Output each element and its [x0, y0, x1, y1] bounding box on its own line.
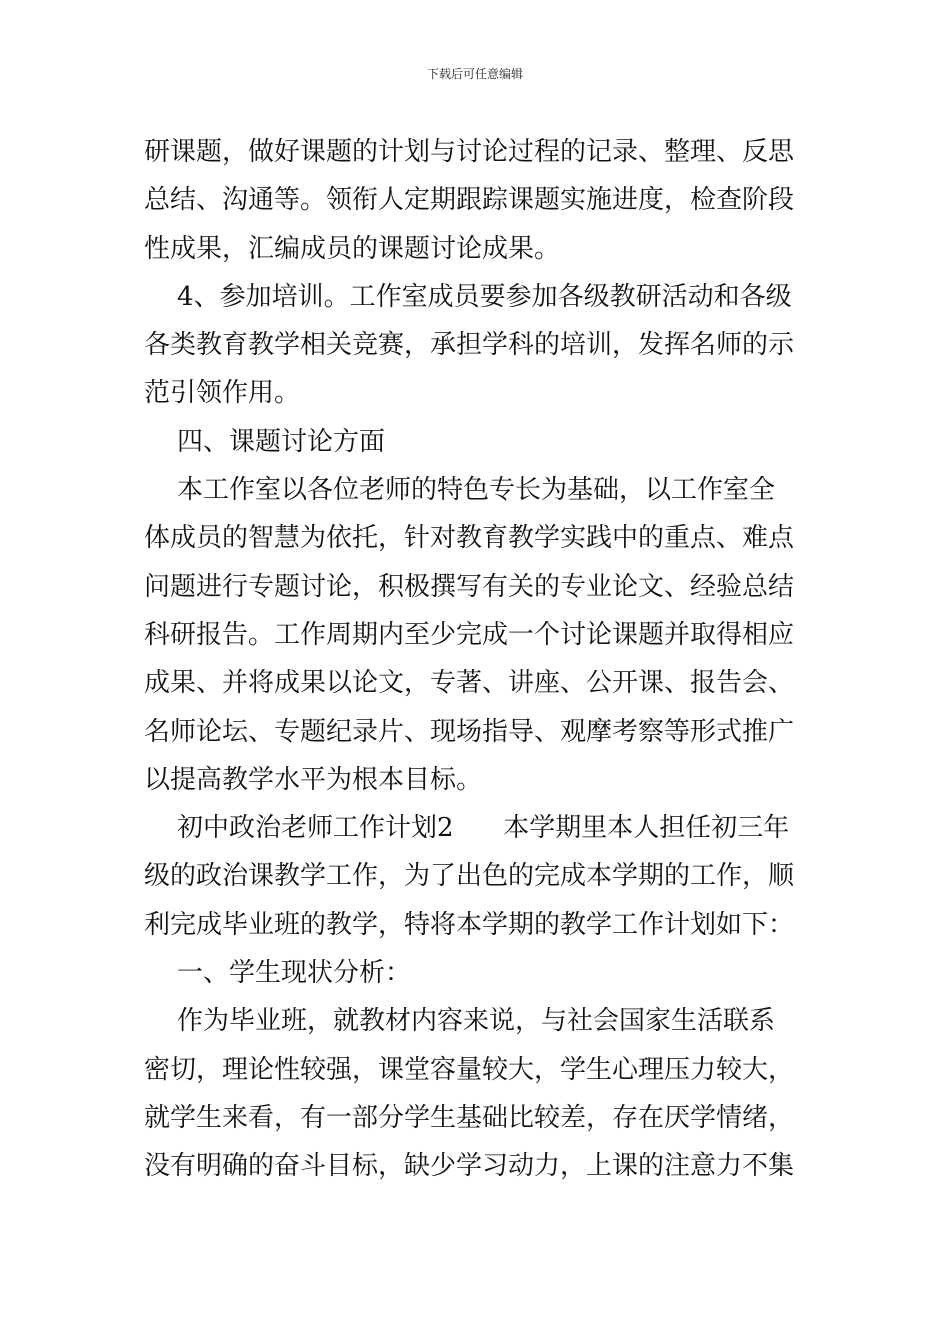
section-heading: 四、课题讨论方面 — [144, 426, 386, 457]
text-line: 没有明确的奋斗目标，缺少学习动力，上课的注意力不集 — [144, 1151, 795, 1182]
text-line: 作为毕业班，就教材内容来说，与社会国家生活联系 — [144, 1006, 776, 1037]
text-line: 名师论坛、专题纪录片、现场指导、观摩考察等形式推广 — [144, 716, 795, 747]
text-line: 总结、沟通等。领衔人定期跟踪课题实施进度，检查阶段 — [144, 185, 795, 216]
text-line: 密切，理论性较强，课堂容量较大，学生心理压力较大， — [144, 1054, 795, 1085]
text-line: 本工作室以各位老师的特色专长为基础，以工作室全 — [144, 475, 776, 506]
text-line: 研课题，做好课题的计划与讨论过程的记录、整理、反思 — [144, 137, 795, 167]
text-line: 就学生来看，有一部分学生基础比较差，存在厌学情绪， — [144, 1102, 795, 1133]
text-line: 初中政治老师工作计划2 本学期里本人担任初三年 — [144, 813, 790, 844]
text-line: 利完成毕业班的教学，特将本学期的教学工作计划如下： — [144, 909, 795, 940]
text-line: 范引领作用。 — [144, 378, 301, 409]
text-line: 级的政治课教学工作，为了出色的完成本学期的工作，顺 — [144, 861, 795, 892]
text-line: 科研报告。工作周期内至少完成一个讨论课题并取得相应 — [144, 619, 795, 650]
text-line: 各类教育教学相关竞赛，承担学科的培训，发挥名师的示 — [144, 330, 795, 361]
section-heading: 一、学生现状分析： — [144, 958, 412, 989]
text-line: 问题进行专题讨论，积极撰写有关的专业论文、经验总结 — [144, 571, 795, 602]
document-body — [144, 128, 808, 1191]
page-header-note: 下载后可任意编辑 — [426, 67, 523, 81]
text-line: 性成果，汇编成员的课题讨论成果。 — [144, 233, 561, 264]
text-line: 以提高教学水平为根本目标。 — [144, 764, 483, 795]
text-line: 4、参加培训。工作室成员要参加各级教研活动和各级 — [144, 281, 792, 312]
text-line: 体成员的智慧为依托，针对教育教学实践中的重点、难点 — [144, 523, 795, 554]
text-line: 成果、并将成果以论文，专著、讲座、公开课、报告会、 — [144, 668, 795, 699]
